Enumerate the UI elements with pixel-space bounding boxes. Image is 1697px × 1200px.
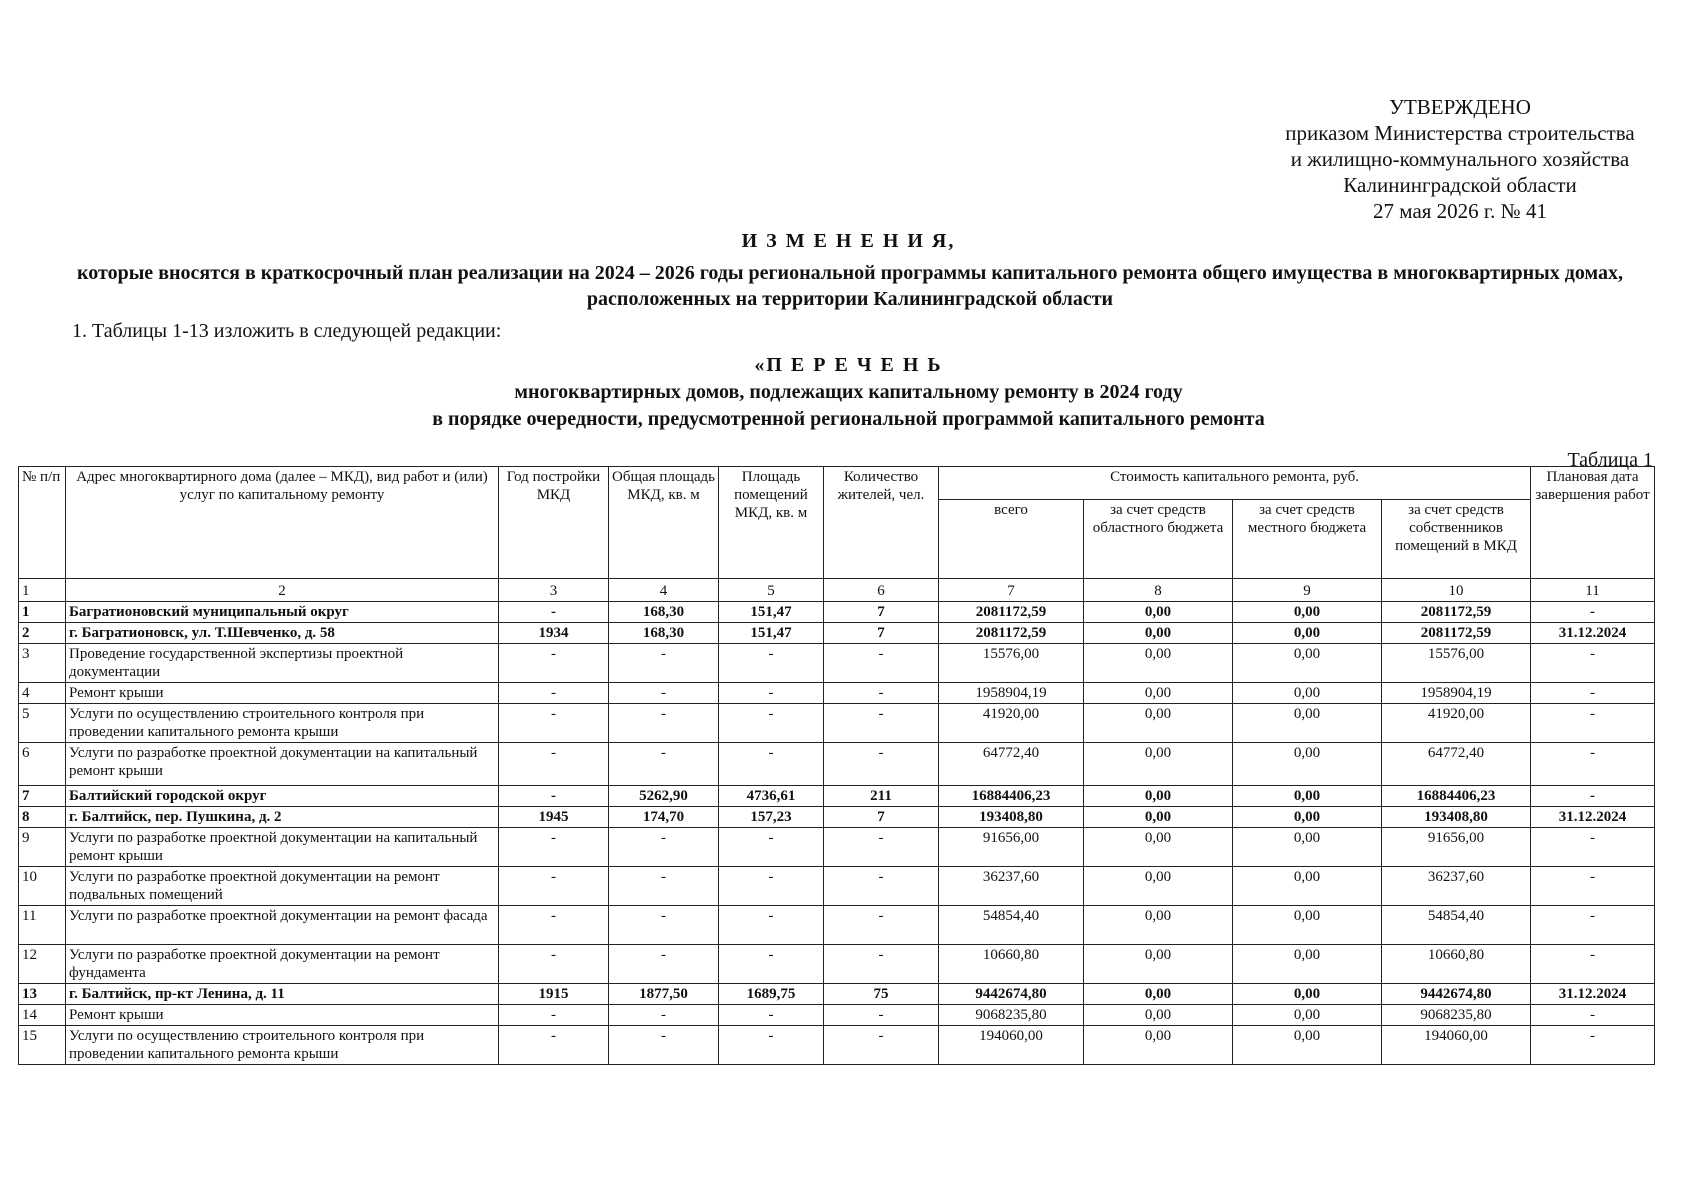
row-residents: - [824,743,939,786]
row-address: Услуги по разработке проектной документации на ремонт фундамента [66,945,499,984]
list-heading [0,352,1697,433]
row-completion-date: - [1531,644,1655,683]
column-number: 4 [609,579,719,602]
row-cost-regional: 0,00 [1084,602,1233,623]
row-address: г. Багратионовск, ул. Т.Шевченко, д. 58 [66,623,499,644]
row-room-area: 1689,75 [719,984,824,1005]
row-address: Услуги по осуществлению строительного контроля при проведении капитального ремонта крыши [66,1026,499,1065]
row-cost-local: 0,00 [1233,867,1382,906]
row-address: Балтийский городской округ [66,786,499,807]
column-number: 8 [1084,579,1233,602]
header-cost-local: за счет средств местного бюджета [1233,500,1382,579]
row-room-area: - [719,828,824,867]
table-row [19,828,1655,867]
row-cost-local: 0,00 [1233,786,1382,807]
row-cost-total: 15576,00 [939,644,1084,683]
row-cost-regional: 0,00 [1084,623,1233,644]
row-cost-owners: 2081172,59 [1382,623,1531,644]
row-room-area: 151,47 [719,602,824,623]
header-year: Год постройки МКД [499,467,609,579]
repair-table [18,466,1655,1065]
row-address: Услуги по разработке проектной документации на капитальный ремонт крыши [66,828,499,867]
row-cost-owners: 36237,60 [1382,867,1531,906]
row-completion-date: - [1531,743,1655,786]
row-address: г. Балтийск, пер. Пушкина, д. 2 [66,807,499,828]
row-completion-date: - [1531,602,1655,623]
row-completion-date: - [1531,906,1655,945]
row-cost-local: 0,00 [1233,602,1382,623]
document-title: И З М Е Н Е Н И Я, [741,230,956,252]
row-total-area: - [609,1005,719,1026]
row-number: 6 [19,743,66,786]
row-total-area: 1877,50 [609,984,719,1005]
table-row [19,743,1655,786]
table-row [19,906,1655,945]
row-total-area: 168,30 [609,602,719,623]
row-total-area: - [609,906,719,945]
list-line-3: в порядке очередности, предусмотренной региональной программой капитального ремонта [432,408,1265,430]
header-cost: Стоимость капитального ремонта, руб. [939,467,1531,500]
row-room-area: 4736,61 [719,786,824,807]
row-number: 9 [19,828,66,867]
list-title: «П Е Р Е Ч Е Н Ь [754,354,943,376]
row-room-area: - [719,683,824,704]
row-room-area: - [719,945,824,984]
row-cost-total: 36237,60 [939,867,1084,906]
row-cost-owners: 1958904,19 [1382,683,1531,704]
row-total-area: - [609,704,719,743]
row-year: - [499,704,609,743]
row-cost-regional: 0,00 [1084,786,1233,807]
row-year: - [499,1005,609,1026]
column-number: 6 [824,579,939,602]
row-year: - [499,906,609,945]
header-cost-regional: за счет средств областного бюджета [1084,500,1233,579]
row-completion-date: - [1531,945,1655,984]
row-cost-regional: 0,00 [1084,867,1233,906]
row-year: - [499,683,609,704]
row-cost-owners: 91656,00 [1382,828,1531,867]
column-number: 2 [66,579,499,602]
row-cost-total: 16884406,23 [939,786,1084,807]
row-cost-owners: 41920,00 [1382,704,1531,743]
table-row [19,807,1655,828]
row-number: 15 [19,1026,66,1065]
row-number: 8 [19,807,66,828]
row-number: 5 [19,704,66,743]
header-address: Адрес многоквартирного дома (далее – МКД), вид работ и (или) услуг по капитальному ремонту [66,467,499,579]
table-row [19,644,1655,683]
table-row [19,786,1655,807]
row-cost-regional: 0,00 [1084,828,1233,867]
row-cost-total: 1958904,19 [939,683,1084,704]
row-year: - [499,945,609,984]
row-number: 11 [19,906,66,945]
row-completion-date: - [1531,867,1655,906]
row-address: Ремонт крыши [66,683,499,704]
row-number: 3 [19,644,66,683]
row-cost-total: 91656,00 [939,828,1084,867]
row-address: Услуги по разработке проектной документации на ремонт подвальных помещений [66,867,499,906]
row-cost-total: 54854,40 [939,906,1084,945]
row-number: 13 [19,984,66,1005]
approval-line-2: приказом Министерства строительства [1285,121,1635,145]
row-completion-date: - [1531,704,1655,743]
approval-line-1: УТВЕРЖДЕНО [1389,95,1531,119]
row-number: 4 [19,683,66,704]
row-cost-local: 0,00 [1233,743,1382,786]
column-number: 10 [1382,579,1531,602]
row-cost-owners: 10660,80 [1382,945,1531,984]
row-cost-owners: 9068235,80 [1382,1005,1531,1026]
row-residents: - [824,945,939,984]
row-number: 14 [19,1005,66,1026]
row-completion-date: - [1531,1005,1655,1026]
table-row [19,945,1655,984]
table-row [19,602,1655,623]
row-cost-total: 64772,40 [939,743,1084,786]
row-year: 1945 [499,807,609,828]
table-row [19,984,1655,1005]
row-cost-owners: 194060,00 [1382,1026,1531,1065]
row-cost-local: 0,00 [1233,807,1382,828]
table-row [19,704,1655,743]
row-residents: - [824,828,939,867]
row-year: - [499,867,609,906]
row-cost-local: 0,00 [1233,644,1382,683]
table-row [19,1005,1655,1026]
row-completion-date: 31.12.2024 [1531,984,1655,1005]
header-date: Плановая дата завершения работ [1531,467,1655,579]
row-address: г. Балтийск, пр-кт Ленина, д. 11 [66,984,499,1005]
row-completion-date: 31.12.2024 [1531,623,1655,644]
row-total-area: - [609,644,719,683]
row-address: Услуги по разработке проектной документации на капитальный ремонт крыши [66,743,499,786]
row-cost-owners: 2081172,59 [1382,602,1531,623]
row-total-area: - [609,683,719,704]
row-cost-total: 10660,80 [939,945,1084,984]
row-cost-local: 0,00 [1233,906,1382,945]
row-cost-local: 0,00 [1233,1005,1382,1026]
column-number: 7 [939,579,1084,602]
row-residents: 7 [824,807,939,828]
row-room-area: 151,47 [719,623,824,644]
row-cost-regional: 0,00 [1084,984,1233,1005]
row-number: 7 [19,786,66,807]
row-room-area: - [719,644,824,683]
row-cost-local: 0,00 [1233,683,1382,704]
row-room-area: - [719,1005,824,1026]
row-cost-owners: 64772,40 [1382,743,1531,786]
row-cost-total: 2081172,59 [939,623,1084,644]
row-residents: - [824,683,939,704]
row-address: Услуги по разработке проектной документации на ремонт фасада [66,906,499,945]
column-number-row [19,579,1655,602]
row-total-area: - [609,867,719,906]
row-year: - [499,602,609,623]
row-cost-local: 0,00 [1233,945,1382,984]
row-number: 2 [19,623,66,644]
row-room-area: - [719,1026,824,1065]
row-residents: 75 [824,984,939,1005]
row-room-area: - [719,704,824,743]
row-year: 1915 [499,984,609,1005]
row-year: 1934 [499,623,609,644]
header-residents: Количество жителей, чел. [824,467,939,579]
row-cost-total: 194060,00 [939,1026,1084,1065]
row-room-area: - [719,867,824,906]
row-year: - [499,786,609,807]
row-cost-regional: 0,00 [1084,704,1233,743]
table-row [19,623,1655,644]
row-cost-total: 9442674,80 [939,984,1084,1005]
row-cost-regional: 0,00 [1084,1026,1233,1065]
row-residents: - [824,1005,939,1026]
row-cost-local: 0,00 [1233,828,1382,867]
row-room-area: - [719,743,824,786]
header-row [19,467,1655,500]
row-cost-owners: 15576,00 [1382,644,1531,683]
row-completion-date: - [1531,786,1655,807]
row-total-area: - [609,1026,719,1065]
row-cost-owners: 9442674,80 [1382,984,1531,1005]
table-body [19,602,1655,1065]
row-cost-local: 0,00 [1233,1026,1382,1065]
document-subtitle: которые вносятся в краткосрочный план реализации на 2024 – 2026 годы региональной программы капитального ремонта общего имущества в многоквартирных домах, расположенных на территории Калининградской области [77,262,1623,310]
row-cost-regional: 0,00 [1084,1005,1233,1026]
row-room-area: - [719,906,824,945]
row-address: Багратионовский муниципальный округ [66,602,499,623]
row-cost-total: 41920,00 [939,704,1084,743]
row-number: 1 [19,602,66,623]
row-cost-local: 0,00 [1233,623,1382,644]
row-number: 10 [19,867,66,906]
row-number: 12 [19,945,66,984]
row-cost-regional: 0,00 [1084,683,1233,704]
clause-1: 1. Таблицы 1-13 изложить в следующей редакции: [72,320,502,342]
row-cost-owners: 16884406,23 [1382,786,1531,807]
approval-line-4: Калининградской области [1343,173,1577,197]
header-total-area: Общая площадь МКД, кв. м [609,467,719,579]
row-residents: 7 [824,602,939,623]
header-cost-total: всего [939,500,1084,579]
table-row [19,1026,1655,1065]
row-room-area: 157,23 [719,807,824,828]
row-cost-local: 0,00 [1233,984,1382,1005]
row-year: - [499,1026,609,1065]
row-total-area: - [609,945,719,984]
column-number: 1 [19,579,66,602]
row-cost-regional: 0,00 [1084,945,1233,984]
row-cost-local: 0,00 [1233,704,1382,743]
row-total-area: 168,30 [609,623,719,644]
row-total-area: - [609,828,719,867]
list-line-2: многоквартирных домов, подлежащих капитальному ремонту в 2024 году [514,381,1183,403]
row-cost-regional: 0,00 [1084,807,1233,828]
approval-line-3: и жилищно-коммунального хозяйства [1290,147,1630,171]
row-address: Услуги по осуществлению строительного контроля при проведении капитального ремонта крыши [66,704,499,743]
row-total-area: - [609,743,719,786]
row-completion-date: 31.12.2024 [1531,807,1655,828]
row-residents: 211 [824,786,939,807]
row-cost-owners: 54854,40 [1382,906,1531,945]
row-year: - [499,828,609,867]
row-residents: 7 [824,623,939,644]
approval-date: 27 мая 2026 г. № 41 [1373,199,1547,223]
row-total-area: 174,70 [609,807,719,828]
column-number: 11 [1531,579,1655,602]
table-row [19,683,1655,704]
table-row [19,867,1655,906]
column-number: 5 [719,579,824,602]
row-total-area: 5262,90 [609,786,719,807]
row-residents: - [824,644,939,683]
row-completion-date: - [1531,1026,1655,1065]
row-cost-regional: 0,00 [1084,743,1233,786]
row-cost-owners: 193408,80 [1382,807,1531,828]
header-room-area: Площадь помещений МКД, кв. м [719,467,824,579]
row-cost-total: 9068235,80 [939,1005,1084,1026]
row-residents: - [824,906,939,945]
header-cost-owners: за счет средств собственников помещений в МКД [1382,500,1531,579]
row-year: - [499,743,609,786]
row-completion-date: - [1531,683,1655,704]
row-cost-regional: 0,00 [1084,906,1233,945]
row-year: - [499,644,609,683]
table-label: Таблица 1 [1567,449,1653,471]
column-number: 3 [499,579,609,602]
row-address: Проведение государственной экспертизы проектной документации [66,644,499,683]
header-num: № п/п [19,467,66,579]
row-cost-regional: 0,00 [1084,644,1233,683]
row-residents: - [824,704,939,743]
row-residents: - [824,1026,939,1065]
column-number: 9 [1233,579,1382,602]
row-residents: - [824,867,939,906]
row-completion-date: - [1531,828,1655,867]
row-cost-total: 2081172,59 [939,602,1084,623]
approval-stamp [1250,94,1670,224]
row-address: Ремонт крыши [66,1005,499,1026]
row-cost-total: 193408,80 [939,807,1084,828]
